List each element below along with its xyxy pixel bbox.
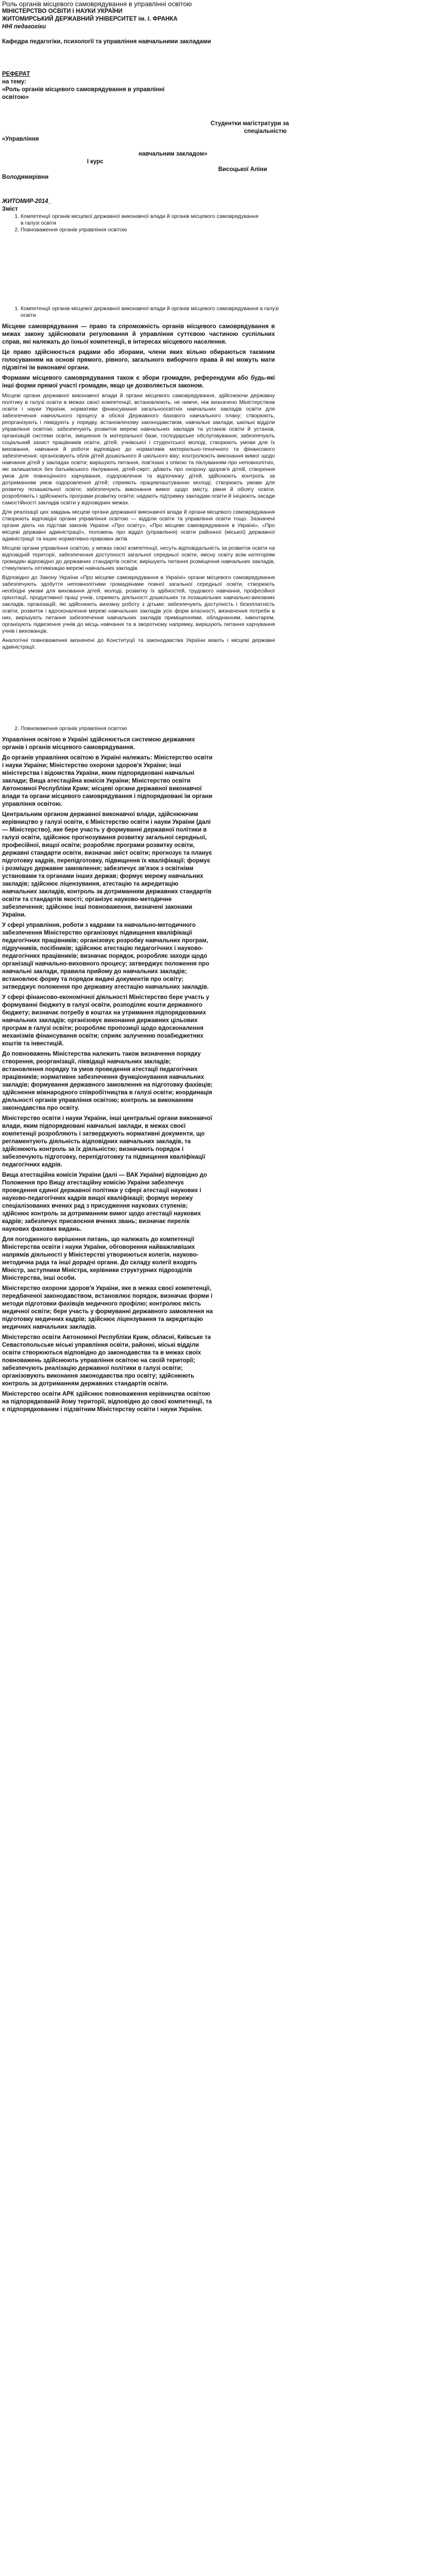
section1-paragraph: Формами місцевого самоврядування також є збори громадян, референдуми або будь-які інші форми прямої участі громадян, якщо це дозволяється законом. xyxy=(2,375,275,389)
section2-paragraph: Для погодженого вирішення питань, що належать до компетенції Міністерства освіти і науки України, обговорення найважливіших напрямів діяльності у Міністерстві утворюються колегія, науково-методична рада та інші дорадчі органи. До складу колегії входять Міністр, заступники Міністра, керівники структурних підрозділів Міністерства, інші особи. xyxy=(2,1236,199,1281)
section2-paragraph: Міністерство освіти і науки України, інші центральні органи виконавчої влади, яким підпорядковані навчальні заклади, в межах своєї компетенції розробляють і затверджують нормативні документи, що регламентують діяльність відповідних навчальних закладів, та здійснюють контроль за їх діяльністю; визначають порядок і забезпечують підготовку, перепідготовку та підвищення кваліфікації педагогічних кадрів. xyxy=(2,1115,213,1168)
section2-paragraph: Міністерство освіти АРК здійснює повноваження керівництва освітою на підпорядкованій йому території, відповідно до своєї компетенції, та є підпорядкованим і підзвітним Міністерству освіти і науки України. xyxy=(2,1391,212,1413)
department-name: Кафедра педагогіки, психології та управління навчальними закладами xyxy=(2,39,211,45)
university-name: ЖИТОМИРСЬКИЙ ДЕРЖАВНИЙ УНІВЕРСИТЕТ ім. І. ФРАНКА xyxy=(2,16,178,22)
section2-paragraph: Вища атестаційна комісія України (далі — ВАК України) відповідно до Положення про Вищу атестаційну комісію України забезпечує проведення єдиної державної політики у сфері атестації наукових і науково-педагогічних кадрів вищої кваліфікації; формує мережу спеціалізованих вчених рад з присудження наукових ступенів; здійснює контроль за дотриманням вимог щодо атестації наукових кадрів; забезпечує присвоєння вчених звань; визначає перелік наукових фахових видань. xyxy=(2,1172,207,1232)
section1-paragraph: Місцеве самоврядування — право та спроможність органів місцевого самоврядування в межах закону здійснювати регулювання й управління суттєвою частиною суспільних справ, які належать до їхньої компетенції, в інтересах місцевого населення. xyxy=(2,324,275,345)
contents-heading: Зміст xyxy=(2,206,18,212)
section2-paragraph: Управління освітою в Україні здійснюється системою державних органів і органів місцевого самоврядування. xyxy=(2,737,195,751)
author-line: Висоцької Аліни xyxy=(218,166,267,173)
section1-paragraph: Місцеві органи державної виконавчої влади й органи місцевого самоврядування, здійснюючи державну політику в галузі освіти в межах своєї компетенції, встановлюють, не нижче, ніж визначено Міністерством освіти і науки України, нормативи фінансування загальноосвітніх навчальних закладів освіти для забезпечення навчального процесу в обсязі Державного базового навчального плану; створюють, реорганізують і ліквідують у порядку, встановленому законодавством, навчальні заклади, шкільні відділи управління освітою; забезпечують розвиток мережі навчальних закладів та установ освіти й установ, організацій системи освіти, зміцнення їх матеріальної бази, господарське обслуговування; забезпечують соціальний захист працівників освіти, дітей, учнівської і студентської молоді, створюють умови для їх виховання, навчання й роботи відповідно до нормативів матеріально-технічного та фінансового забезпечення; організовують облік дітей дошкільного й шкільного віку; контролюють виконання вимог щодо навчання дітей у закладах освіти; вирішують питання, пов'язані з опікою та піклуванням про неповнолітніх, які залишилися без батьківського піклування, дітей-сиріт; дбають про охорону здоров'я дітей, створення умов для повноцінного харчування, оздоровлення та відпочинку дітей, здійснюють контроль за дотриманням умов оздоровлення дітей; сприяють працевлаштуванню молоді; створюють умови для розвитку позашкільної освіти; забезпечують виконання вимог щодо змісту, рівня й обсягу освіти; розробляють і здійснюють програми розвитку освіти; надають підтримку закладам освіти й ініціюють засади самостійності закладів освіти у відповідних межах. xyxy=(2,393,275,506)
section2-heading-item: 2. Повноваження органів управління освітою xyxy=(21,725,288,732)
document-title: Роль органів місцевого самоврядування в управлінні освітою xyxy=(2,0,192,8)
specialty-line: спеціальністю xyxy=(244,128,287,134)
section1-paragraph: Для реалізації цих завдань місцеві органи державної виконавчої влади й органи місцевого самоврядування створюють відповідні органи управління освітою — відділи освіти та управління освіти тощо. Зазначені органи діють на підставі законів України «Про освіту», «Про місцеве самоврядування в Україні», «Про місцеві державні адміністрації», положень про відділ (управління) освіти районної (міської) державної адміністрації та інших нормативно-правових актів. xyxy=(2,509,275,542)
abstract-topic: «Роль органів місцевого самоврядування в управлінні освітою» xyxy=(2,87,165,100)
course-line: I курс xyxy=(87,159,103,165)
abstract-topic-label: на тему: xyxy=(2,79,26,85)
section2-heading xyxy=(2,725,288,732)
section2-paragraph: У сфері фінансово-економічної діяльності Міністерство бере участь у формуванні бюджету в галузі освіти, розподіляє кошти державного бюджету; визначає потребу в коштах на утримання підпорядкованих навчальних закладів; організовує виконання державних цільових програм в галузі освіти; розробляє пропозиції щодо вдосконалення механізмів фінансування освіти; сприяє залученню позабюджетних коштів та інвестицій. xyxy=(2,994,210,1047)
management-line: «Управління xyxy=(2,136,39,142)
section1-body xyxy=(2,323,275,651)
section2-paragraph: До органів управління освітою в Україні належать: Міністерство освіти і науки України; Міністерство охорони здоров'я України; інші міністерства і відомства України, яким підпорядковані навчальні заклади; Вища атестаційна комісія України; Міністерство освіти Автономної Республіки Крим; місцеві органи державної виконавчої влади та органи місцевого самоврядування і підпорядковані їм органи управління освітою. xyxy=(2,755,213,807)
student-line: Студентки магістратури за xyxy=(211,121,289,127)
section1-heading xyxy=(2,306,288,319)
section1-heading-item: 1. Компетенції органів місцевої державної виконавчої влади й органів місцевого самоврядування в галузі освіти xyxy=(21,306,288,319)
faculty-name: ННІ педагогіки xyxy=(2,24,46,30)
institutions-line: навчальним закладом» xyxy=(138,151,207,157)
section2-paragraph: Центральним органом державної виконавчої влади, здійснюючим керівництво у галузі освіти, є Міністерство освіти і науки України (далі — Міністерство), яке бере участь у формуванні державної політики в галузі освіти, здійснює прогнозування розвитку загальної середньої, професійної, вищої освіти; розробляє програми розвитку освіти, державні стандарти освіти, визначає зміст освіти; прогнозує та планує підготовку кадрів, перепідготовку, підвищення їх кваліфікації; формує і розміщує державне замовлення; забезпечує зв'язок з освітніми установами та органами інших держав; формує мережу навчальних закладів; здійснює ліцензування, атестацію та акредитацію навчальних закладів, контроль за дотриманням державних стандартів освіти та стандартів якості; організує науково-методичне забезпечення; здійснює інші повноваження, визначені законами України. xyxy=(2,811,212,918)
contents-item-label: Компетенції органів місцевої державної виконавчої влади й органів місцевого самоврядування в галузі освіти xyxy=(21,213,258,226)
section1-paragraph: Аналогічні повноваження визначені до Конституції та законодавства України мають і місцеві державні адміністрації. xyxy=(2,637,275,650)
contents-item-label: Повноваження органів управління освітою xyxy=(21,227,127,233)
section1-paragraph: Відповідно до Закону України «Про місцеве самоврядування в Україні» органи місцевого самоврядування забезпечують здобуття неповнолітніми громадянами повної загальної середньої освіти, створюють необхідні умови для виховання дітей, молоді, розвитку їх здібностей, трудового навчання, професійної орієнтації, продуктивної праці учнів, сприяють діяльності дошкільних та позашкільних навчально-виховних закладів, організацій, які здійснюють виховну роботу з дітьми; забезпечують доступність і безоплатність освіти, розвиток і вдосконалення мережі навчальних закладів усіх форм власності, визначення потреби в них, вирішують питання забезпечення навчальних закладів приміщеннями, обладнанням, інвентарем, організують підвезення учнів до місць навчання та в зворотному напрямку, вирішують питання харчування учнів і вихованців. xyxy=(2,574,275,634)
author-patronymic: Володимирівни xyxy=(2,174,49,180)
section2-paragraph: У сфері управління, роботи з кадрами та навчально-методичного забезпечення Міністерство організовує підвищення кваліфікації педагогічних працівників; організовує розробку навчальних програм, підручників, посібників; здійснює атестацію педагогічних і науково-педагогічних працівників; визначає порядок, розробляє заходи щодо організації навчально-виховного процесу; затверджує положення про навчальні заклади, правила прийому до навчальних закладів; встановлює форму та порядок видачі документів про освіту; затверджує положення про державну атестацію навчальних закладів. xyxy=(2,922,210,990)
contents-item[interactable] xyxy=(21,227,263,233)
section2-paragraph: Міністерство освіти Автономної Республіки Крим, обласні, Київське та Севастопольське міські управління освіти, районні, міські відділи освіти створюються відповідно до законодавства та в межах своїх повноважень здійснюють управління освітою на своїй території; забезпечують реалізацію державної політики в галузі освіти; організовують виконання законодавства про освіту; здійснюють контроль за дотриманням державних стандартів освіти. xyxy=(2,1334,211,1387)
contents-list xyxy=(2,213,263,233)
section1-paragraph: Це право здійснюється радами або зборами, члени яких вільно обираються таємним голосуванням на основі прямого, рівного, загального виборчого права й які можуть мати підзвітні їм виконавчі органи. xyxy=(2,349,275,371)
section1-paragraph: Місцеві органи управління освітою, у межах своєї компетенції, несуть відповідальність за розвиток освіти на відповідній території, забезпечення доступності загальної середньої освіти, якісну освіту всім категоріям громадян відповідно до державних стандартів освіти; вирішують питання розміщення навчальних закладів, стимулюють оптимізацію мережі навчальних закладів. xyxy=(2,545,275,571)
ministry-name: МІНІСТЕРСТВО ОСВІТИ І НАУКИ УКРАЇНИ xyxy=(2,8,123,14)
section2-body xyxy=(2,736,213,1414)
contents-item[interactable] xyxy=(21,213,263,227)
city-year: ЖИТОМИР-2014_ xyxy=(2,198,52,205)
section2-paragraph: До повноважень Міністерства належить також визначення порядку створення, реорганізації, ліквідації навчальних закладів; встановлення порядку та умов проведення атестації педагогічних працівників; нормативне забезпечення функціонування навчальних закладів; формування державного замовлення на підготовку фахівців; здійснення міжнародного співробітництва в галузі освіти; координація діяльності органів управління освітою; контроль за виконанням законодавства про освіту. xyxy=(2,1051,213,1111)
abstract-heading: РЕФЕРАТ xyxy=(2,71,30,77)
section2-paragraph: Міністерство охорони здоров'я України, яке в межах своєї компетенції, передбаченої законодавством, встановлює порядок, визначає форми і методи підготовки фахівців медичного профілю; контролює якість медичної освіти; бере участь у формуванні державного замовлення на підготовку медичних кадрів; здійснює ліцензування та акредитацію медичних навчальних закладів. xyxy=(2,1285,213,1330)
document-page xyxy=(2,0,429,1416)
